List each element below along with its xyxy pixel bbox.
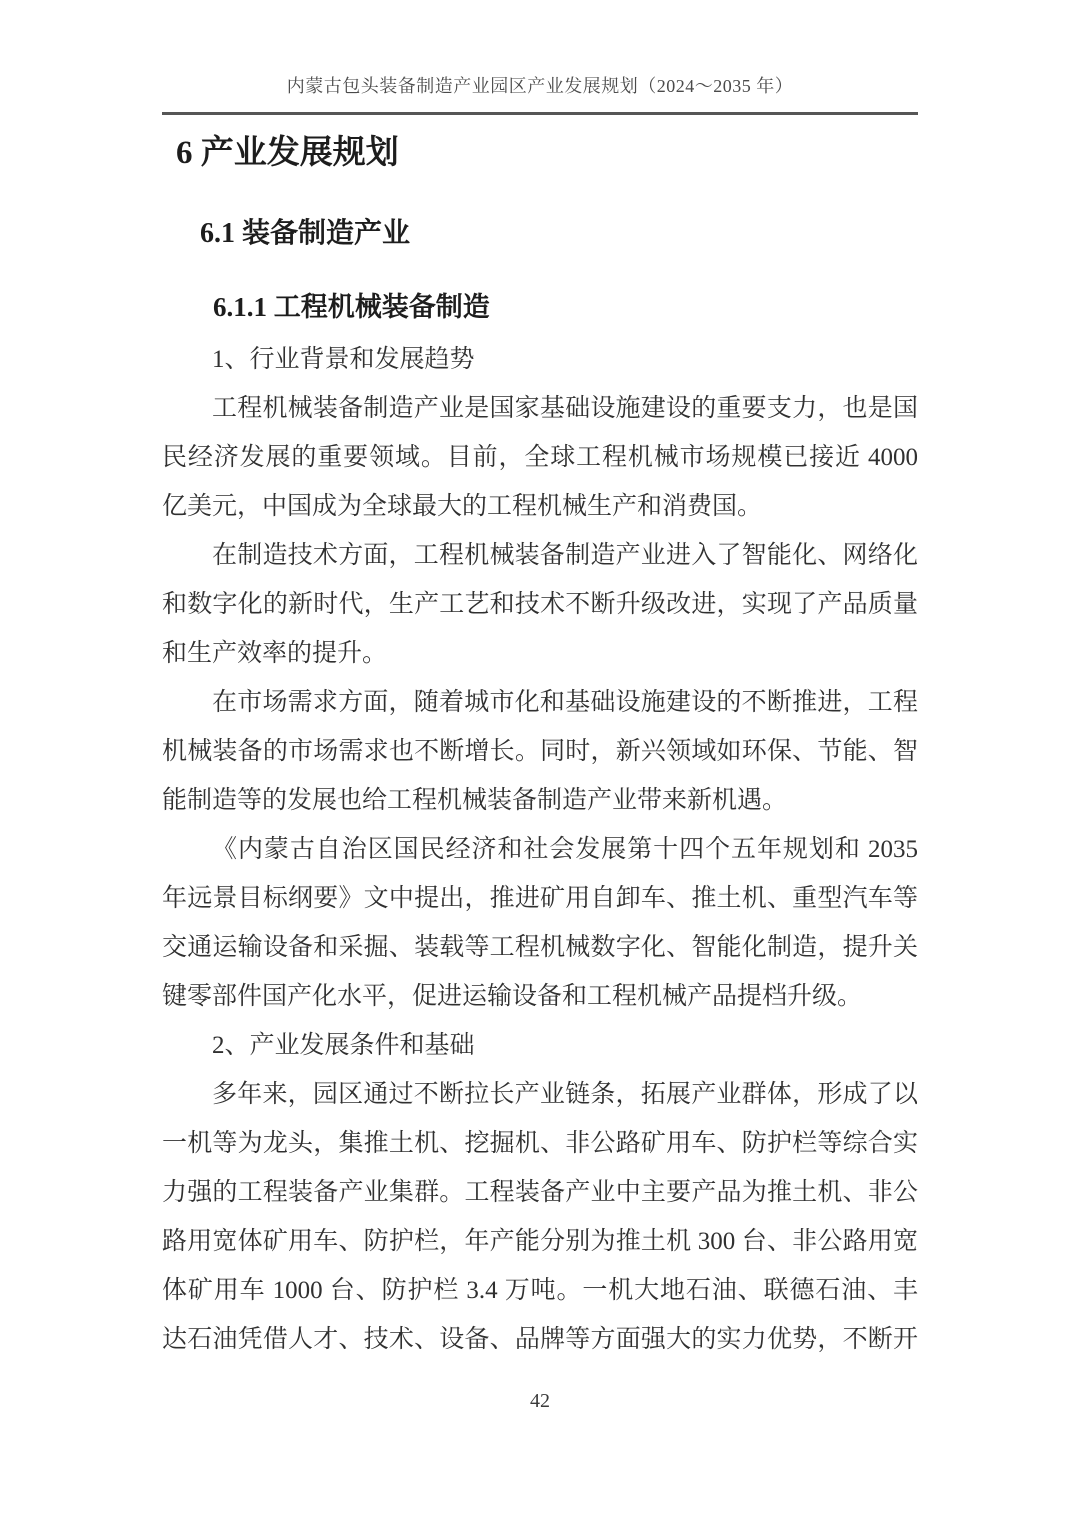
section-heading: 6.1 装备制造产业: [200, 218, 411, 249]
paragraph-line: 交通运输设备和采掘、装载等工程机械数字化、智能化制造，提升关: [162, 934, 918, 961]
header-divider: [162, 112, 918, 115]
paragraph-line: 年远景目标纲要》文中提出，推进矿用自卸车、推土机、重型汽车等: [162, 885, 918, 912]
paragraph-line: 机械装备的市场需求也不断增长。同时，新兴领域如环保、节能、智: [162, 738, 918, 765]
paragraph-line: 和数字化的新时代，生产工艺和技术不断升级改进，实现了产品质量: [162, 591, 918, 618]
numbered-item-heading: 2、产业发展条件和基础: [212, 1032, 475, 1059]
body-text: [162, 335, 918, 1364]
paragraph-line: 体矿用车 1000 台、防护栏 3.4 万吨。一机大地石油、联德石油、丰: [162, 1277, 918, 1304]
page-header: [162, 0, 918, 98]
paragraph-line: 《内蒙古自治区国民经济和社会发展第十四个五年规划和 2035: [212, 836, 918, 863]
paragraph-line: 力强的工程装备产业集群。工程装备产业中主要产品为推土机、非公: [162, 1179, 918, 1206]
paragraph-line: 亿美元，中国成为全球最大的工程机械生产和消费国。: [162, 493, 763, 520]
paragraph-line: 路用宽体矿用车、防护栏，年产能分别为推土机 300 台、非公路用宽: [162, 1228, 918, 1255]
chapter-heading: 6 产业发展规划: [176, 135, 399, 171]
paragraph-line: 键零部件国产化水平，促进运输设备和工程机械产品提档升级。: [162, 983, 863, 1010]
paragraph-line: 多年来，园区通过不断拉长产业链条，拓展产业群体，形成了以: [212, 1081, 918, 1108]
page-number: 42: [530, 1390, 550, 1412]
paragraph-line: 在市场需求方面，随着城市化和基础设施建设的不断推进，工程: [212, 689, 918, 716]
paragraph-line: 达石油凭借人才、技术、设备、品牌等方面强大的实力优势，不断开: [162, 1326, 918, 1353]
paragraph-line: 一机等为龙头，集推土机、挖掘机、非公路矿用车、防护栏等综合实: [162, 1130, 918, 1157]
numbered-item-heading: 1、行业背景和发展趋势: [212, 346, 475, 373]
paragraph-line: 能制造等的发展也给工程机械装备制造产业带来新机遇。: [162, 787, 788, 814]
page-body: [162, 132, 918, 1364]
running-header-title: 内蒙古包头装备制造产业园区产业发展规划（2024～2035 年）: [286, 76, 794, 96]
paragraph-line: 民经济发展的重要领域。目前，全球工程机械市场规模已接近 4000: [162, 444, 918, 471]
paragraph-line: 在制造技术方面，工程机械装备制造产业进入了智能化、网络化: [212, 542, 918, 569]
subsection-heading: 6.1.1 工程机械装备制造: [213, 292, 490, 322]
paragraph-line: 和生产效率的提升。: [162, 640, 388, 667]
paragraph-line: 工程机械装备制造产业是国家基础设施建设的重要支力，也是国: [212, 395, 918, 422]
